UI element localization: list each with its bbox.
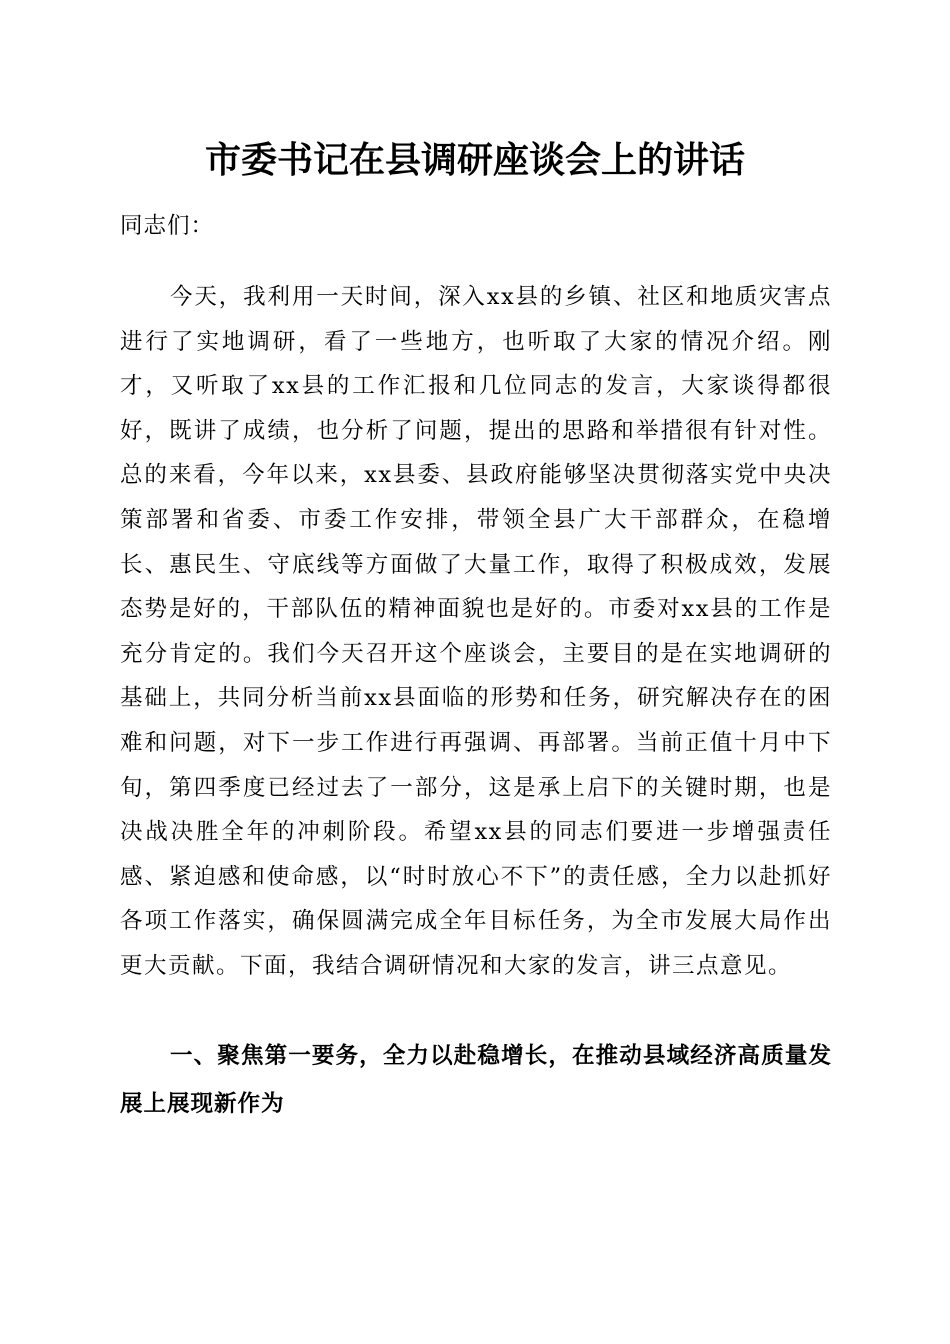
section-heading: 一、聚焦第一要务，全力以赴稳增长，在推动县域经济高质量发展上展现新作为 [120,1043,832,1117]
salutation: 同志们： [120,213,215,239]
document-title: 市委书记在县调研座谈会上的讲话 [204,139,745,181]
body-paragraph: 今天，我利用一天时间，深入xx县的乡镇、社区和地质灾害点进行了实地调研，看了一些地方，也听取了大家的情况介绍。刚才，又听取了xx县的工作汇报和几位同志的发言，大家谈得都很好，既讲了成绩，也分析了问题，提出的思路和举措很有针对性。总的来看，今年以来，xx县委、县政府能够坚决贯彻落实党中央决策部署和省委、市委工作安排，带领全县广大干部群众，在稳增长、惠民生、守底线等方面做了大量工作，取得了积极成效，发展态势是好的，干部队伍的精神面貌也是好的。市委对xx县的工作是充分肯定的。我们今天召开这个座谈会，主要目的是在实地调研的基础上，共同分析当前xx县面临的形势和任务，研究解决存在的困难和问题，对下一步工作进行再强调、再部署。当前正值十月中下旬，第四季度已经过去了一部分，这是承上启下的关键时期，也是决战决胜全年的冲刺阶段。希望xx县的同志们要进一步增强责任感、紧迫感和使命感，以“时时放心不下”的责任感，全力以赴抓好各项工作落实，确保圆满完成全年目标任务，为全市发展大局作出更大贡献。下面，我结合调研情况和大家的发言，讲三点意见。 [120,284,832,979]
